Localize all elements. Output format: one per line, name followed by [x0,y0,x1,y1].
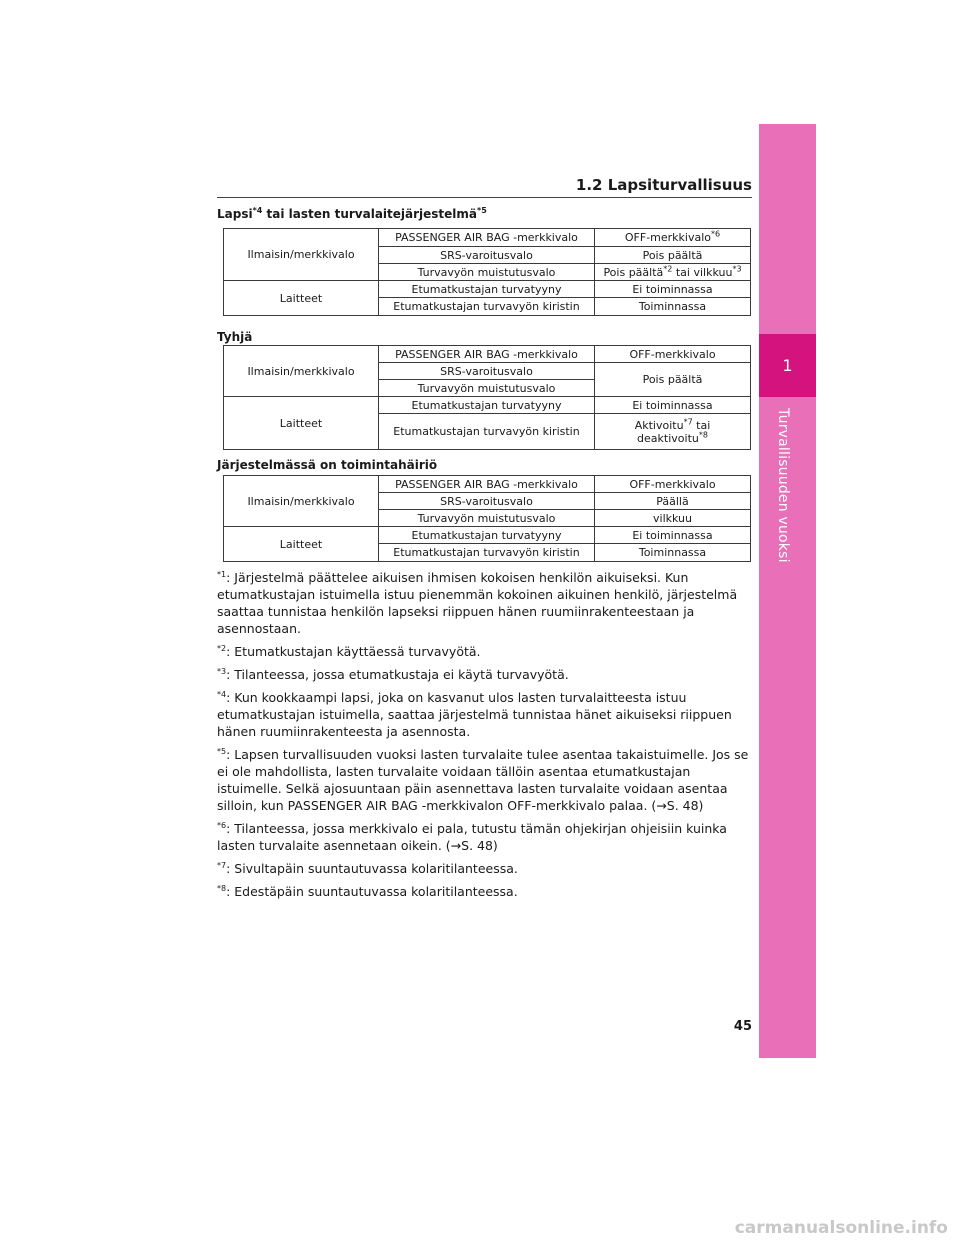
watermark: carmanualsonline.info [734,1218,948,1238]
header-divider [217,197,752,198]
group-label-indicator: Ilmaisin/merkkivalo [224,229,379,281]
table-row [224,397,751,414]
row-item: Etumatkustajan turvatyyny [379,281,595,298]
footnote: $^{*4}$: Kun kookkaampi lapsi, joka on kasvanut ulos lasten turvalaitteesta istuu etumatkustajan istuimella, saattaa järjestelmä tunnistaa hänet aikuiseksi riippuen hänen ruumiinrakenteesta ja asennosta. [217,689,732,739]
row-value: OFF-merkkivalo [595,346,751,363]
section-header: 1.2 Lapsiturvallisuus [575,176,752,194]
row-item: Turvavyön muistutusvalo [379,264,595,281]
row-value: Toiminnassa [595,544,751,562]
group-label-devices: Laitteet [224,527,379,562]
row-value: OFF-merkkivalo [595,476,751,493]
group-label-indicator: Ilmaisin/merkkivalo [224,346,379,397]
row-item: Turvavyön muistutusvalo [379,510,595,527]
row-item: SRS-varoitusvalo [379,363,595,380]
row-value: Aktivoitu$^{*7}$ tai deaktivoitu$^{*8}$ [595,414,751,450]
row-value: Ei toiminnassa [595,527,751,544]
chapter-side-tab [759,124,816,1058]
row-item: Etumatkustajan turvavyön kiristin [379,298,595,316]
status-table-empty [223,345,751,450]
footnote: $^{*3}$: Tilanteessa, jossa etumatkustaja ei käytä turvavyötä. [217,666,569,682]
table-row [224,281,751,298]
row-value: Pois päältä [595,363,751,397]
footnotes [217,569,757,906]
group-label-devices: Laitteet [224,281,379,316]
table-row [224,346,751,363]
status-table-child [223,228,751,316]
row-value: OFF-merkkivalo$^{*6}$ [595,229,751,247]
row-item: Etumatkustajan turvatyyny [379,527,595,544]
row-value: Toiminnassa [595,298,751,316]
chapter-number-box [759,334,816,397]
table-row [224,527,751,544]
row-item: Turvavyön muistutusvalo [379,380,595,397]
table-row [224,229,751,247]
section-heading-child: Lapsi$^{*4}$ tai lasten turvalaitejärjestelmä$^{*5}$ [217,206,487,221]
footnote: $^{*8}$: Edestäpäin suuntautuvassa kolaritilanteessa. [217,883,518,899]
row-value: Pois päältä$^{*2}$ tai vilkkuu$^{*3}$ [595,264,751,281]
row-item: Etumatkustajan turvavyön kiristin [379,414,595,450]
footnote: $^{*1}$: Järjestelmä päättelee aikuisen ihmisen kokoisen henkilön aikuiseksi. Kun etumatkustajan istuimella istuu pienemmän kokoinen aikuinen henkilö, järjestelmä saattaa tunnistaa henkilön lapseksi riippuen hänen ruumiinrakenteestaan ja asennostaan. [217,569,738,636]
footnote: $^{*2}$: Etumatkustajan käyttäessä turvavyötä. [217,643,481,659]
row-item: Etumatkustajan turvatyyny [379,397,595,414]
table-row [224,476,751,493]
row-value: Pois päältä [595,247,751,264]
section-heading-empty: Tyhjä [217,330,253,344]
row-item: Etumatkustajan turvavyön kiristin [379,544,595,562]
row-value: vilkkuu [595,510,751,527]
group-label-indicator: Ilmaisin/merkkivalo [224,476,379,527]
chapter-number: 1 [782,356,793,375]
page-number: 45 [733,1019,752,1034]
row-item: PASSENGER AIR BAG -merkkivalo [379,476,595,493]
row-value: Päällä [595,493,751,510]
footnote: $^{*6}$: Tilanteessa, jossa merkkivalo ei pala, tutustu tämän ohjekirjan ohjeisiin kuinka lasten turvalaite asennetaan oikein. (→S. 48) [217,820,727,853]
footnote: $^{*7}$: Sivultapäin suuntautuvassa kolaritilanteessa. [217,860,518,876]
row-item: PASSENGER AIR BAG -merkkivalo [379,346,595,363]
chapter-title-vertical: Turvallisuuden vuoksi [775,408,791,563]
status-table-malfunction [223,475,751,562]
row-item: SRS-varoitusvalo [379,247,595,264]
row-item: SRS-varoitusvalo [379,493,595,510]
row-item: PASSENGER AIR BAG -merkkivalo [379,229,595,247]
row-value: Ei toiminnassa [595,397,751,414]
group-label-devices: Laitteet [224,397,379,450]
section-heading-malfunction: Järjestelmässä on toimintahäiriö [217,458,438,472]
footnote: $^{*5}$: Lapsen turvallisuuden vuoksi lasten turvalaite tulee asentaa takaistuimelle. Jos se ei ole mahdollista, lasten turvalaite voidaan tällöin asentaa etumatkustajan istuimelle. Selkä ajosuuntaan päin asennettava lasten turvalaite voidaan asentaa silloin, kun PASSENGER AIR BAG -merkkivalon OFF-merkkivalo palaa. (→S. 48) [217,746,749,813]
row-value: Ei toiminnassa [595,281,751,298]
